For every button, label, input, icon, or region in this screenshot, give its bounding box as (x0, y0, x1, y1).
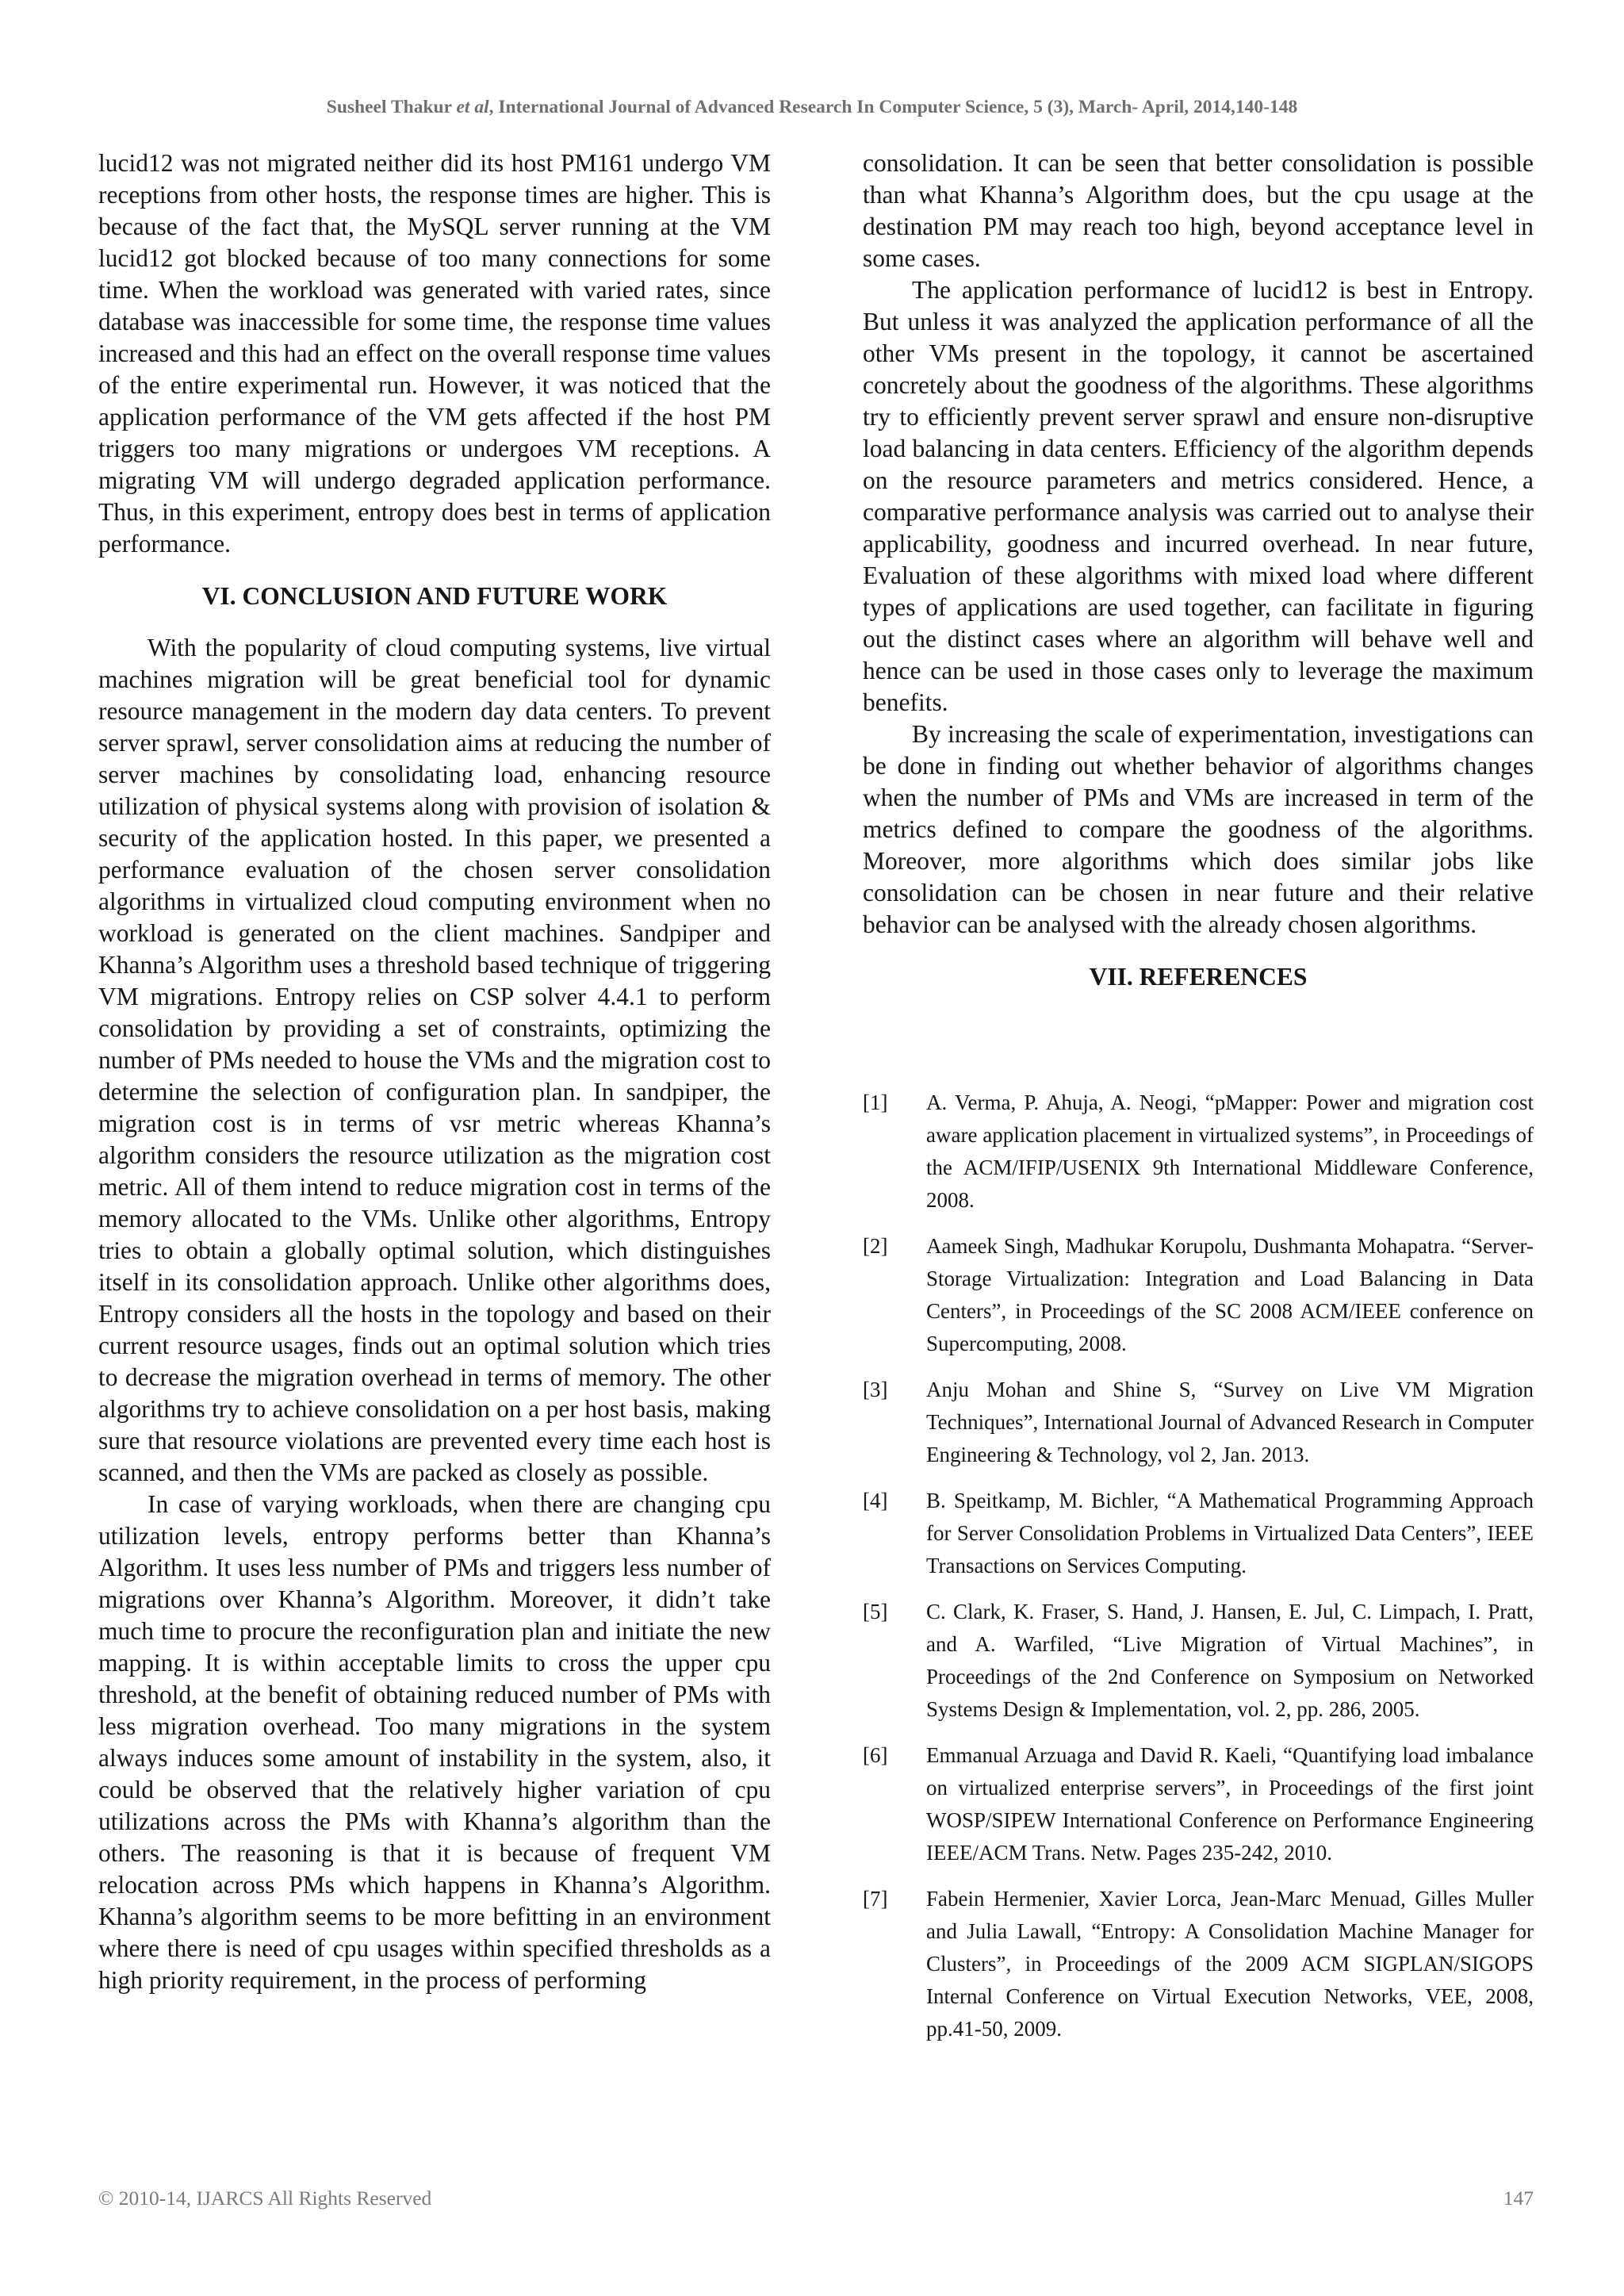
reference-item (863, 1739, 1534, 1869)
reference-number: [7] (863, 1887, 888, 1911)
reference-number: [2] (863, 1234, 888, 1258)
header-etal: et al (456, 97, 489, 117)
reference-item (863, 1485, 1534, 1582)
paragraph-conclusion-2: In case of varying workloads, when there are changing cpu utilization levels, entropy performs better than Khanna’s Algorithm. It uses less number of PMs and triggers less number of migrations over Khanna’s Algorithm. Moreover, it didn’t take much time to procure the reconfiguration plan and initiate the new mapping. It is within acceptable limits to cross the upper cpu threshold, at the benefit of obtaining reduced number of PMs with less migration overhead. Too many migrations in the system always induces some amount of instability in the system, also, it could be observed that the relatively higher variation of cpu utilizations across the PMs with Khanna’s algorithm than the others. The reasoning is that it is because of frequent VM relocation across PMs which happens in Khanna’s Algorithm. Khanna’s algorithm seems to be more befitting in an environment where there is need of cpu usages within specified thresholds as a high priority requirement, in the process of performing (98, 1490, 771, 1994)
reference-text: Fabein Hermenier, Xavier Lorca, Jean-Marc Menuad, Gilles Muller and Julia Lawall, “Entropy: A Consolidation Machine Manager for Clusters”, in Proceedings of the 2009 ACM SIGPLAN/SIGOPS Internal Conference on Virtual Execution Networks, VEE, 2008, pp.41-50, 2009. (926, 1887, 1534, 2041)
footer-copyright: © 2010-14, IJARCS All Rights Reserved (98, 2187, 432, 2210)
reference-text: C. Clark, K. Fraser, S. Hand, J. Hansen, E. Jul, C. Limpach, I. Pratt, and A. Warfiled, “Live Migration of Virtual Machines”, in Proceedings of the 2nd Conference on Symposium on Networked Systems Design & Implementation, vol. 2, pp. 286, 2005. (926, 1600, 1534, 1721)
reference-number: [5] (863, 1600, 888, 1623)
reference-item (863, 1883, 1534, 2045)
reference-text: Anju Mohan and Shine S, “Survey on Live VM Migration Techniques”, International Journal of Advanced Research in Computer Engineering & Technology, vol 2, Jan. 2013. (926, 1378, 1534, 1466)
reference-list (863, 1087, 1534, 2059)
reference-item (863, 1230, 1534, 1360)
running-header (0, 97, 1624, 118)
reference-item (863, 1374, 1534, 1471)
reference-text: Emmanual Arzuaga and David R. Kaeli, “Quantifying load imbalance on virtualized enterprise servers”, in Proceedings of the first joint WOSP/SIPEW International Conference on Performance Engineering IEEE/ACM Trans. Netw. Pages 235-242, 2010. (926, 1743, 1534, 1865)
paragraph-future-work: By increasing the scale of experimentation, investigations can be done in finding out whether behavior of algorithms changes when the number of PMs and VMs are increased in term of the metrics defined to compare the goodness of the algorithms. Moreover, more algorithms which does similar jobs like consolidation can be chosen in near future and their relative behavior can be analysed with the already chosen algorithms. (863, 720, 1534, 938)
reference-number: [6] (863, 1743, 888, 1767)
paragraph-results-end: lucid12 was not migrated neither did its host PM161 undergo VM receptions from other hosts, the response times are higher. This is because of the fact that, the MySQL server running at the VM lucid12 got blocked because of too many connections for some time. When the workload was generated with varied rates, since database was inaccessible for some time, the response time values increased and this had an effect on the overall response time values of the entire experimental run. However, it was noticed that the application performance of the VM gets affected if the host PM triggers too many migrations or undergoes VM receptions. A migrating VM will undergo degraded application performance. Thus, in this experiment, entropy does best in terms of application performance. (98, 149, 771, 558)
reference-item (863, 1596, 1534, 1726)
paragraph-application-performance: The application performance of lucid12 is best in Entropy. But unless it was analyzed the application performance of all the other VMs present in the topology, it cannot be ascertained concretely about the goodness of the algorithms. These algorithms try to efficiently prevent server sprawl and ensure non-disruptive load balancing in data centers. Efficiency of the algorithm depends on the resource parameters and metrics considered. Hence, a comparative performance analysis was carried out to analyse their applicability, goodness and incurred overhead. In near future, Evaluation of these algorithms with mixed load where different types of applications are used together, can facilitate in figuring out the distinct cases where an algorithm will behave well and hence can be used in those cases only to leverage the maximum benefits. (863, 276, 1534, 716)
reference-number: [4] (863, 1489, 888, 1512)
header-citation: , International Journal of Advanced Research In Computer Science, 5 (3), March- April, 2014,140-148 (488, 97, 1298, 117)
reference-item (863, 1087, 1534, 1217)
footer-page-number: 147 (1503, 2187, 1534, 2210)
header-author: Susheel Thakur (326, 97, 452, 117)
reference-text: A. Verma, P. Ahuja, A. Neogi, “pMapper: Power and migration cost aware application placement in virtualized systems”, in Proceedings of the ACM/IFIP/USENIX 9th International Middleware Conference, 2008. (926, 1091, 1534, 1212)
paragraph-consolidation: consolidation. It can be seen that better consolidation is possible than what Khanna’s Algorithm does, but the cpu usage at the destination PM may reach too high, beyond acceptance level in some cases. (863, 149, 1534, 272)
reference-text: Aameek Singh, Madhukar Korupolu, Dushmanta Mohapatra. “Server-Storage Virtualization: Integration and Load Balancing in Data Centers”, in Proceedings of the SC 2008 ACM/IEEE conference on Supercomputing, 2008. (926, 1234, 1534, 1355)
paragraph-conclusion-1: With the popularity of cloud computing systems, live virtual machines migration will be great beneficial tool for dynamic resource management in the modern day data centers. To prevent server sprawl, server consolidation aims at reducing the number of server machines by consolidating load, enhancing resource utilization of physical systems along with provision of isolation & security of the application hosted. In this paper, we presented a performance evaluation of the chosen server consolidation algorithms in virtualized cloud computing environment when no workload is generated on the client machines. Sandpiper and Khanna’s Algorithm uses a threshold based technique of triggering VM migrations. Entropy relies on CSP solver 4.4.1 to perform consolidation by providing a set of constraints, optimizing the number of PMs needed to house the VMs and the migration cost to determine the selection of configuration plan. In sandpiper, the migration cost is in terms of vsr metric whereas Khanna’s algorithm considers the resource utilization as the migration cost metric. All of them intend to reduce migration cost in terms of the memory allocated to the VMs. Unlike other algorithms, Entropy tries to obtain a globally optimal solution, which distinguishes itself in its consolidation approach. Unlike other algorithms does, Entropy considers all the hosts in the topology and based on their current resource usages, finds out an optimal solution which tries to decrease the migration overhead in terms of memory. The other algorithms try to achieve consolidation on a per host basis, making sure that resource violations are prevented every time each host is scanned, and then the VMs are packed as closely as possible. (98, 634, 771, 1486)
reference-number: [1] (863, 1091, 888, 1114)
reference-number: [3] (863, 1378, 888, 1401)
section-heading-references: VII. REFERENCES (1089, 963, 1308, 991)
reference-text: B. Speitkamp, M. Bichler, “A Mathematical Programming Approach for Server Consolidation Problems in Virtualized Data Centers”, IEEE Transactions on Services Computing. (926, 1489, 1534, 1577)
right-column (863, 148, 1534, 993)
section-heading-conclusion: VI. CONCLUSION AND FUTURE WORK (201, 582, 668, 610)
left-column (98, 148, 771, 1996)
